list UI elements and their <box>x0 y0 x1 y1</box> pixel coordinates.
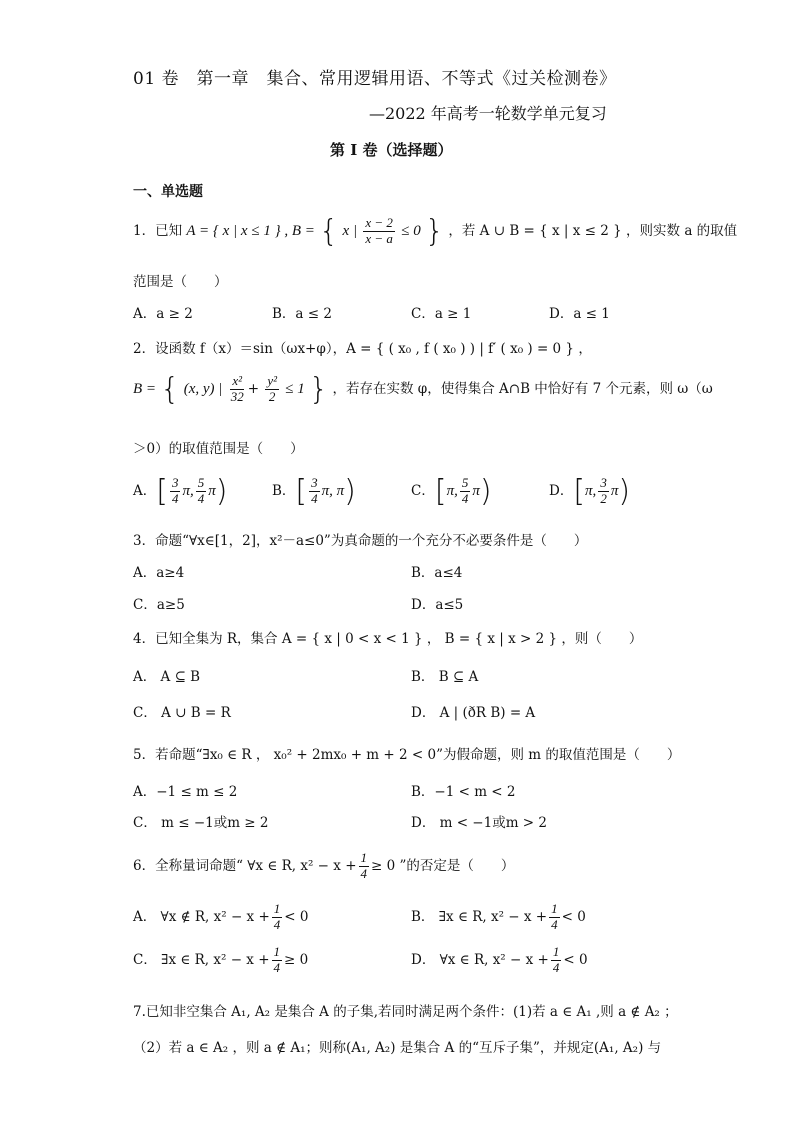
q1-set-a: A = { x | x ≤ 1 } , B = <box>186 223 315 239</box>
q1-continuation: 范围是（ ） <box>133 274 228 290</box>
q1-condition: ，若 A ∪ B = { x | x ≤ 2 } ，则实数 a 的取值 <box>448 223 738 239</box>
document-subtitle: —2022 年高考一轮数学单元复习 <box>369 104 607 123</box>
q4-option-c: C． A ∪ B = R <box>133 705 231 721</box>
q4-stem: 4．已知全集为 R，集合 A = { x | 0 < x < 1 } ， B = { x | x > 2 } ，则（ ） <box>133 631 643 647</box>
q6-option-b: B． ∃x ∈ R, x² − x + $\frac{1}{4}$ < 0 <box>411 901 586 932</box>
q3-option-d: D．a≤5 <box>411 597 464 613</box>
part-heading: 第 I 卷（选择题） <box>330 141 453 159</box>
q3-option-c: C．a≥5 <box>133 597 185 613</box>
q2-option-b: B．[ $\frac{3}{4}$ π, π) <box>272 474 356 509</box>
q1-option-d: D．a ≤ 1 <box>549 306 610 322</box>
q4-option-a: A． A ⊆ B <box>133 669 201 685</box>
q2-line-3: ＞0）的取值范围是（ ） <box>133 441 304 457</box>
q1-num: 1．已知 <box>133 223 183 239</box>
q5-option-a: A．−1 ≤ m ≤ 2 <box>133 784 238 800</box>
q6-option-d: D． ∀x ∈ R, x² − x + $\frac{1}{4}$ < 0 <box>411 944 588 975</box>
q2-line-2: B = { (x, y) | $\frac{\text{x²}}{32}$ + $\frac{\text{y²}}{2}$ ≤ 1 } ，若存在实数 φ，使得集合 A∩B 中恰好有 7 个元素，则 ω（ω <box>133 372 713 407</box>
q5-option-c: C． m ≤ −1或m ≥ 2 <box>133 815 269 831</box>
q6-option-c: C． ∃x ∈ R, x² − x + $\frac{1}{4}$ ≥ 0 <box>133 944 309 975</box>
q3-stem: 3．命题“∀x∈[1，2]，x²－a≤0”为真命题的一个充分不必要条件是（ ） <box>133 533 588 549</box>
q7-line-2: （2）若 a ∈ A₂ ，则 a ∉ A₁；则称(A₁, A₂) 是集合 A 的“互斥子集”，并规定(A₁, A₂) 与 <box>133 1040 662 1056</box>
brace-close: } <box>425 214 445 249</box>
q1-option-a: A．a ≥ 2 <box>133 306 193 322</box>
q1-bset-pre: x | <box>342 223 358 239</box>
q4-option-b: B． B ⊆ A <box>411 669 479 685</box>
q5-option-b: B．−1 < m < 2 <box>411 784 516 800</box>
q2-option-c: C．[π, $\frac{5}{4}$ π) <box>411 474 492 509</box>
q2-option-a: A．[ $\frac{3}{4}$ π, $\frac{5}{4}$ π) <box>133 474 228 509</box>
q1-fraction: $\frac{x - 2}{x - a}$ <box>365 215 393 246</box>
q3-option-b: B．a≤4 <box>411 565 463 581</box>
q5-stem: 5．若命题“∃x₀ ∈ R ， x₀² + 2mx₀ + m + 2 < 0”为假命题，则 m 的取值范围是（ ） <box>133 747 681 763</box>
q1-option-b: B．a ≤ 2 <box>272 306 332 322</box>
brace-open: { <box>319 214 339 249</box>
q2-line-1: 2．设函数 f（x）＝sin（ωx+φ），A = { ( x₀ , f ( x₀ ) ) | f′ ( x₀ ) = 0 } ， <box>133 341 592 357</box>
section-heading: 一、单选题 <box>133 184 203 200</box>
question-1 <box>133 214 737 249</box>
q3-option-a: A．a≥4 <box>133 565 185 581</box>
q2-option-d: D．[π, $\frac{3}{2}$ π) <box>549 474 631 509</box>
q1-option-c: C．a ≥ 1 <box>411 306 472 322</box>
q1-bset-post: ≤ 0 <box>401 223 421 239</box>
q5-option-d: D． m < −1或m > 2 <box>411 815 547 831</box>
q4-option-d: D． A | (ðR B) = A <box>411 705 536 721</box>
q7-line-1: 7.已知非空集合 A₁, A₂ 是集合 A 的子集,若同时满足两个条件：(1)若 a ∈ A₁ ,则 a ∉ A₂ ； <box>133 1004 678 1020</box>
document-title: 01 卷 第一章 集合、常用逻辑用语、不等式《过关检测卷》 <box>133 69 617 89</box>
q6-option-a: A． ∀x ∉ R, x² − x + $\frac{1}{4}$ < 0 <box>133 901 309 932</box>
q6-stem: 6．全称量词命题“ ∀x ∈ R, x² − x + $\frac{1}{4}$ ≥ 0 ”的否定是（ ） <box>133 850 515 881</box>
